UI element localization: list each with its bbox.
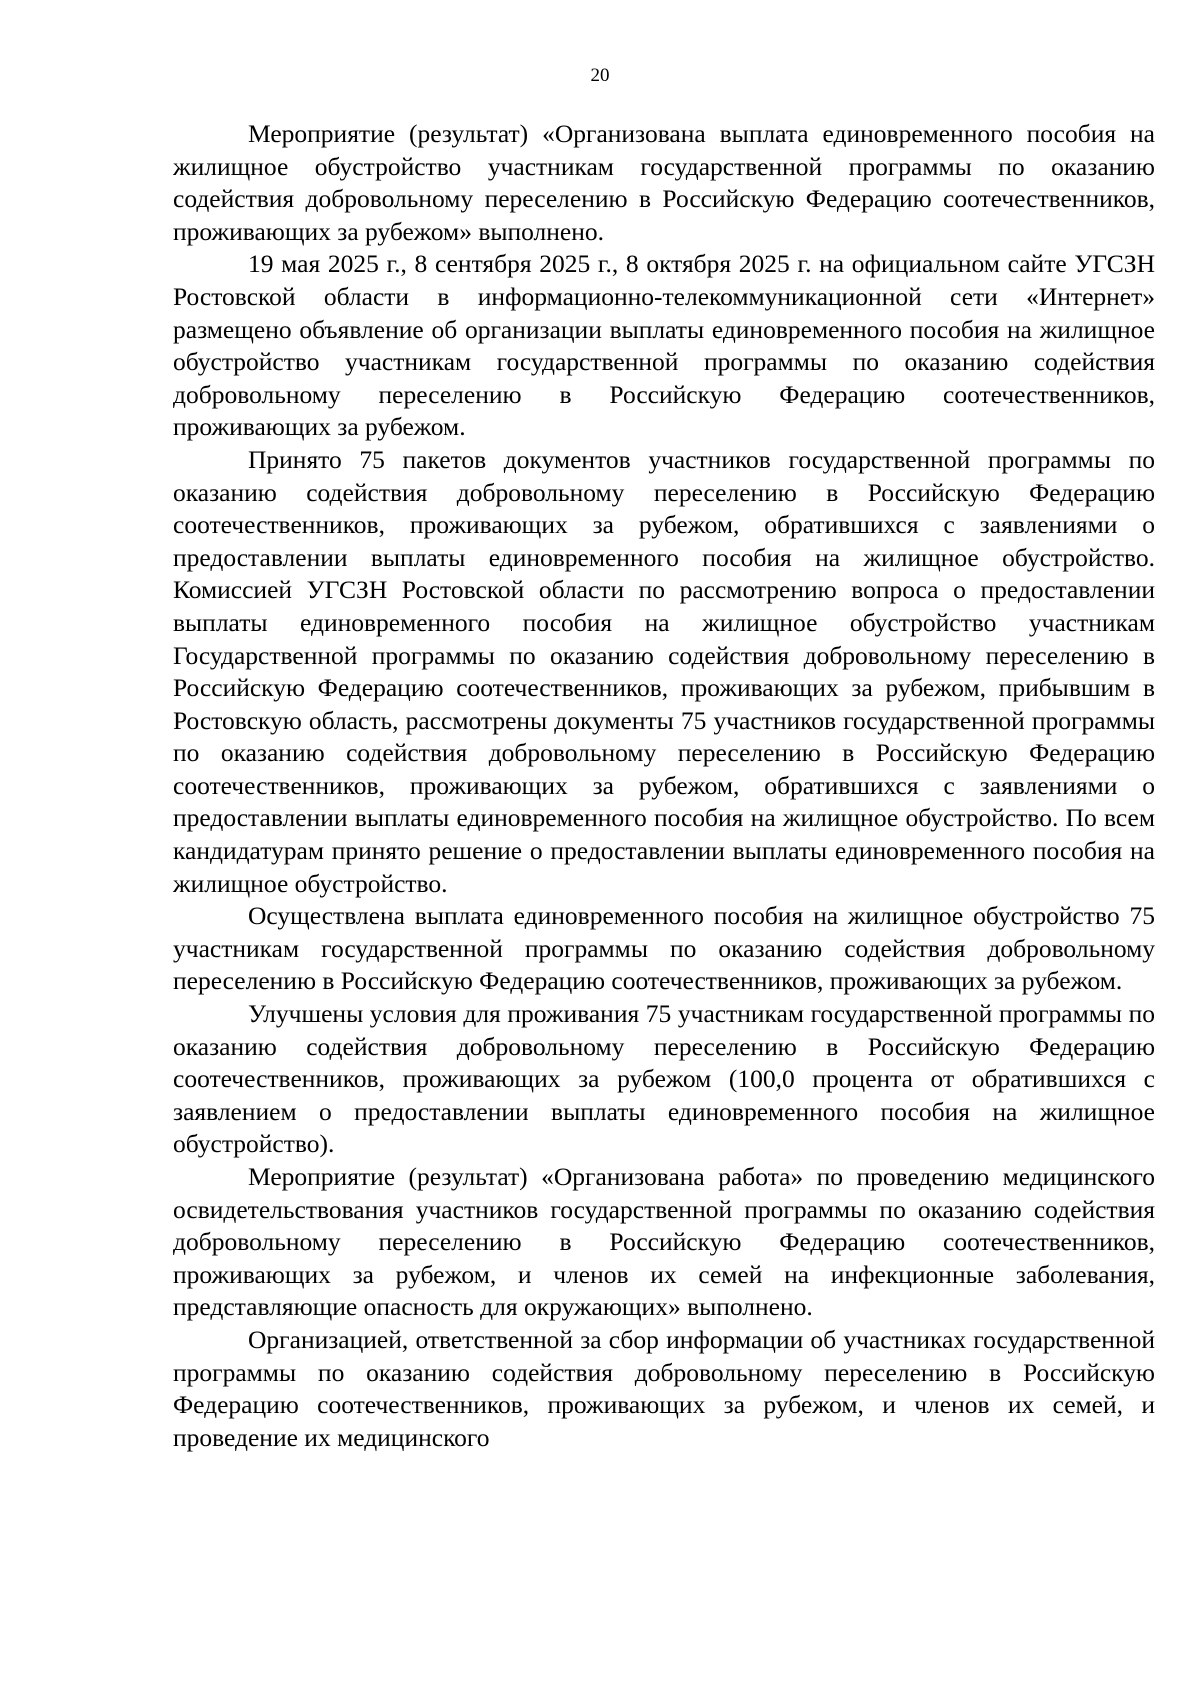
paragraph-event-medical-examination: Мероприятие (результат) «Организована работа» по проведению медицинского освидетельствования участников государственной программы по оказанию содействия добровольному переселению в Российскую Федерацию соотечественников, проживающих за рубежом, и членов их семей на инфекционные заболевания, представляющие опасность для окружающих» выполнено. [173, 1162, 1155, 1322]
page-number: 20 [590, 65, 610, 86]
paragraph-announcement: 19 мая 2025 г., 8 сентября 2025 г., 8 октября 2025 г. на официальном сайте УГСЗН Ростовской области в информационно-телекоммуникационной сети «Интернет» размещено объявление об организации выплаты единовременного пособия на жилищное обустройство участникам государственной программы по оказанию содействия добровольному переселению в Российскую Федерацию соотечественников, проживающих за рубежом. [173, 249, 1155, 442]
paragraph-documents-accepted: Принято 75 пакетов документов участников государственной программы по оказанию содействия добровольному переселению в Российскую Федерацию соотечественников, проживающих за рубежом, обратившихся с заявлениями о предоставлении выплаты единовременного пособия на жилищное обустройство. Комиссией УГСЗН Ростовской области по рассмотрению вопроса о предоставлении выплаты единовременного пособия на жилищное обустройство участникам Государственной программы по оказанию содействия добровольному переселению в Российскую Федерацию соотечественников, проживающих за рубежом, прибывшим в Ростовскую область, рассмотрены документы 75 участников государственной программы по оказанию содействия добровольному переселению в Российскую Федерацию соотечественников, проживающих за рубежом, обратившихся с заявлениями о предоставлении выплаты единовременного пособия на жилищное обустройство. По всем кандидатурам принято решение о предоставлении выплаты единовременного пособия на жилищное обустройство. [173, 444, 1155, 898]
paragraph-event-housing-allowance: Мероприятие (результат) «Организована выплата единовременного пособия на жилищное обустройство участникам государственной программы по оказанию содействия добровольному переселению в Российскую Федерацию соотечественников, проживающих за рубежом» выполнено. [173, 119, 1155, 246]
paragraph-living-conditions: Улучшены условия для проживания 75 участникам государственной программы по оказанию содействия добровольному переселению в Российскую Федерацию соотечественников, проживающих за рубежом (100,0 процента от обратившихся с заявлением о предоставлении выплаты единовременного пособия на жилищное обустройство). [173, 999, 1155, 1159]
paragraph-responsible-organization: Организацией, ответственной за сбор информации об участниках государственной программы по оказанию содействия добровольному переселению в Российскую Федерацию соотечественников, проживающих за рубежом, и членов их семей, и проведение их медицинского [173, 1324, 1155, 1452]
document-body [173, 118, 1155, 1454]
paragraph-payment-made: Осуществлена выплата единовременного пособия на жилищное обустройство 75 участникам государственной программы по оказанию содействия добровольному переселению в Российскую Федерацию соотечественников, проживающих за рубежом. [173, 901, 1155, 996]
